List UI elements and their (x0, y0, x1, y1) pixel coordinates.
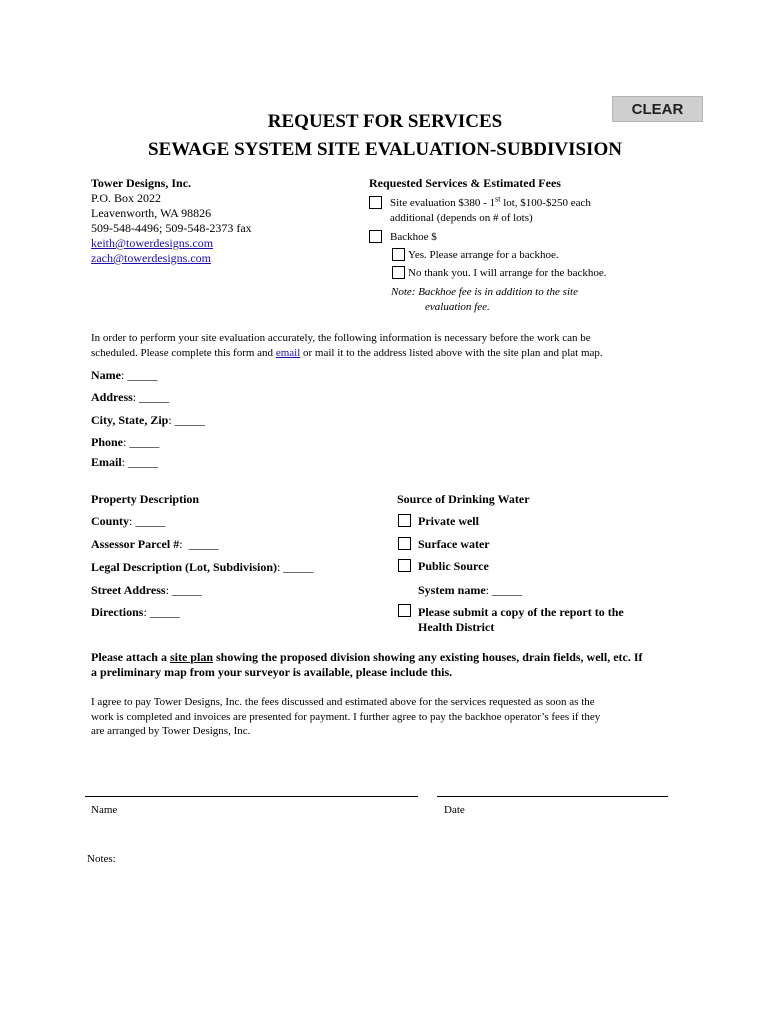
system-name-row: System name: _____ (418, 583, 523, 597)
phone-label: Phone (91, 435, 124, 449)
surface-water-checkbox[interactable] (398, 537, 411, 550)
backhoe-yes-label: Yes. Please arrange for a backhoe. (408, 249, 559, 261)
backhoe-yes-checkbox[interactable] (392, 248, 405, 261)
surface-water-label: Surface water (418, 537, 490, 551)
street-address-label: Street Address (91, 583, 166, 597)
private-well-label: Private well (418, 514, 479, 528)
title-line-1: REQUEST FOR SERVICES (267, 111, 503, 132)
company-po-box: P.O. Box 2022 (91, 191, 162, 205)
street-field-row: Street Address: _____ (91, 583, 202, 597)
services-heading: Requested Services & Estimated Fees (369, 176, 561, 190)
public-source-checkbox[interactable] (398, 559, 411, 572)
signature-date-label: Date (444, 804, 465, 816)
site-plan-link: site plan (169, 650, 213, 664)
agreement-line-3: are arranged by Tower Designs, Inc. (91, 725, 251, 737)
name-field[interactable]: _____ (127, 368, 158, 382)
address-label: Address (91, 390, 133, 404)
address-field[interactable]: _____ (139, 390, 170, 404)
site-evaluation-label: Site evaluation $380 - 1st lot, $100-$250 each (390, 194, 591, 209)
phone-field-row: Phone: _____ (91, 435, 160, 449)
county-field[interactable]: _____ (135, 514, 166, 528)
name-field-row: Name: _____ (91, 368, 158, 382)
parcel-field-row: Assessor Parcel #: _____ (91, 537, 219, 551)
submit-report-checkbox[interactable] (398, 604, 411, 617)
site-evaluation-checkbox[interactable] (369, 196, 382, 209)
county-field-row: County: _____ (91, 514, 166, 528)
email-link[interactable]: email (275, 347, 301, 359)
company-name: Tower Designs, Inc. (91, 176, 192, 190)
property-heading: Property Description (91, 492, 200, 506)
attach-site-plan-line-2: a preliminary map from your surveyor is available, please include this. (91, 665, 453, 679)
private-well-checkbox[interactable] (398, 514, 411, 527)
site-evaluation-label-line2: additional (depends on # of lots) (390, 212, 533, 224)
email-field[interactable]: _____ (128, 455, 159, 469)
system-name-label: System name (418, 583, 486, 597)
backhoe-no-checkbox[interactable] (392, 266, 405, 279)
agreement-line-2: work is completed and invoices are presented for payment. I further agree to pay the backhoe operator’s fees if they (91, 711, 601, 723)
backhoe-checkbox[interactable] (369, 230, 382, 243)
email-link-keith[interactable]: keith@towerdesigns.com (91, 236, 214, 250)
legal-description-field[interactable]: _____ (283, 560, 314, 574)
date-signature-line[interactable] (437, 796, 668, 797)
name-label: Name (91, 368, 121, 382)
directions-label: Directions (91, 605, 144, 619)
legal-description-label: Legal Description (Lot, Subdivision) (91, 560, 278, 574)
backhoe-label: Backhoe $ (390, 231, 437, 243)
system-name-field[interactable]: _____ (492, 583, 523, 597)
directions-field[interactable]: _____ (149, 605, 180, 619)
clear-button[interactable]: CLEAR (612, 96, 703, 122)
county-label: County (91, 514, 130, 528)
name-signature-line[interactable] (85, 796, 418, 797)
email-label: Email (91, 455, 122, 469)
submit-report-label: Please submit a copy of the report to the (418, 605, 624, 619)
signature-name-label: Name (91, 804, 118, 816)
agreement-line-1: I agree to pay Tower Designs, Inc. the fees discussed and estimated above for the services requested as soon as the (91, 696, 595, 708)
phone-field[interactable]: _____ (129, 435, 160, 449)
water-heading: Source of Drinking Water (397, 492, 530, 506)
company-city: Leavenworth, WA 98826 (91, 206, 212, 220)
legal-field-row: Legal Description (Lot, Subdivision): _____ (91, 560, 314, 574)
street-address-field[interactable]: _____ (171, 583, 202, 597)
directions-field-row: Directions: _____ (91, 605, 180, 619)
backhoe-note-line2: evaluation fee. (425, 301, 490, 313)
company-block (91, 176, 252, 266)
parcel-field[interactable]: _____ (188, 537, 219, 551)
submit-report-label-line2: Health District (418, 620, 495, 634)
city-state-zip-label: City, State, Zip (91, 413, 169, 427)
backhoe-no-label: No thank you. I will arrange for the backhoe. (408, 267, 607, 279)
public-source-label: Public Source (418, 559, 489, 573)
email-field-row: Email: _____ (91, 455, 159, 469)
city-field-row: City, State, Zip: _____ (91, 413, 205, 427)
parcel-label: Assessor Parcel # (91, 537, 180, 551)
attach-site-plan-line-1: Please attach a site plan showing the proposed division showing any existing houses, drain fields, well, etc. If (91, 650, 643, 664)
company-phone: 509-548-4496; 509-548-2373 fax (91, 221, 252, 235)
city-state-zip-field[interactable]: _____ (174, 413, 205, 427)
title-line-2: SEWAGE SYSTEM SITE EVALUATION-SUBDIVISION (148, 139, 622, 160)
intro-line-2: scheduled. Please complete this form and email or mail it to the address listed above with the site plan and plat map. (91, 347, 603, 359)
intro-line-1: In order to perform your site evaluation accurately, the following information is necessary before the work can be (91, 332, 591, 344)
notes-label: Notes: (87, 853, 116, 865)
email-link-zach[interactable]: zach@towerdesigns.com (91, 251, 212, 265)
backhoe-note: Note: Backhoe fee is in addition to the site (391, 286, 578, 298)
address-field-row: Address: _____ (91, 390, 170, 404)
